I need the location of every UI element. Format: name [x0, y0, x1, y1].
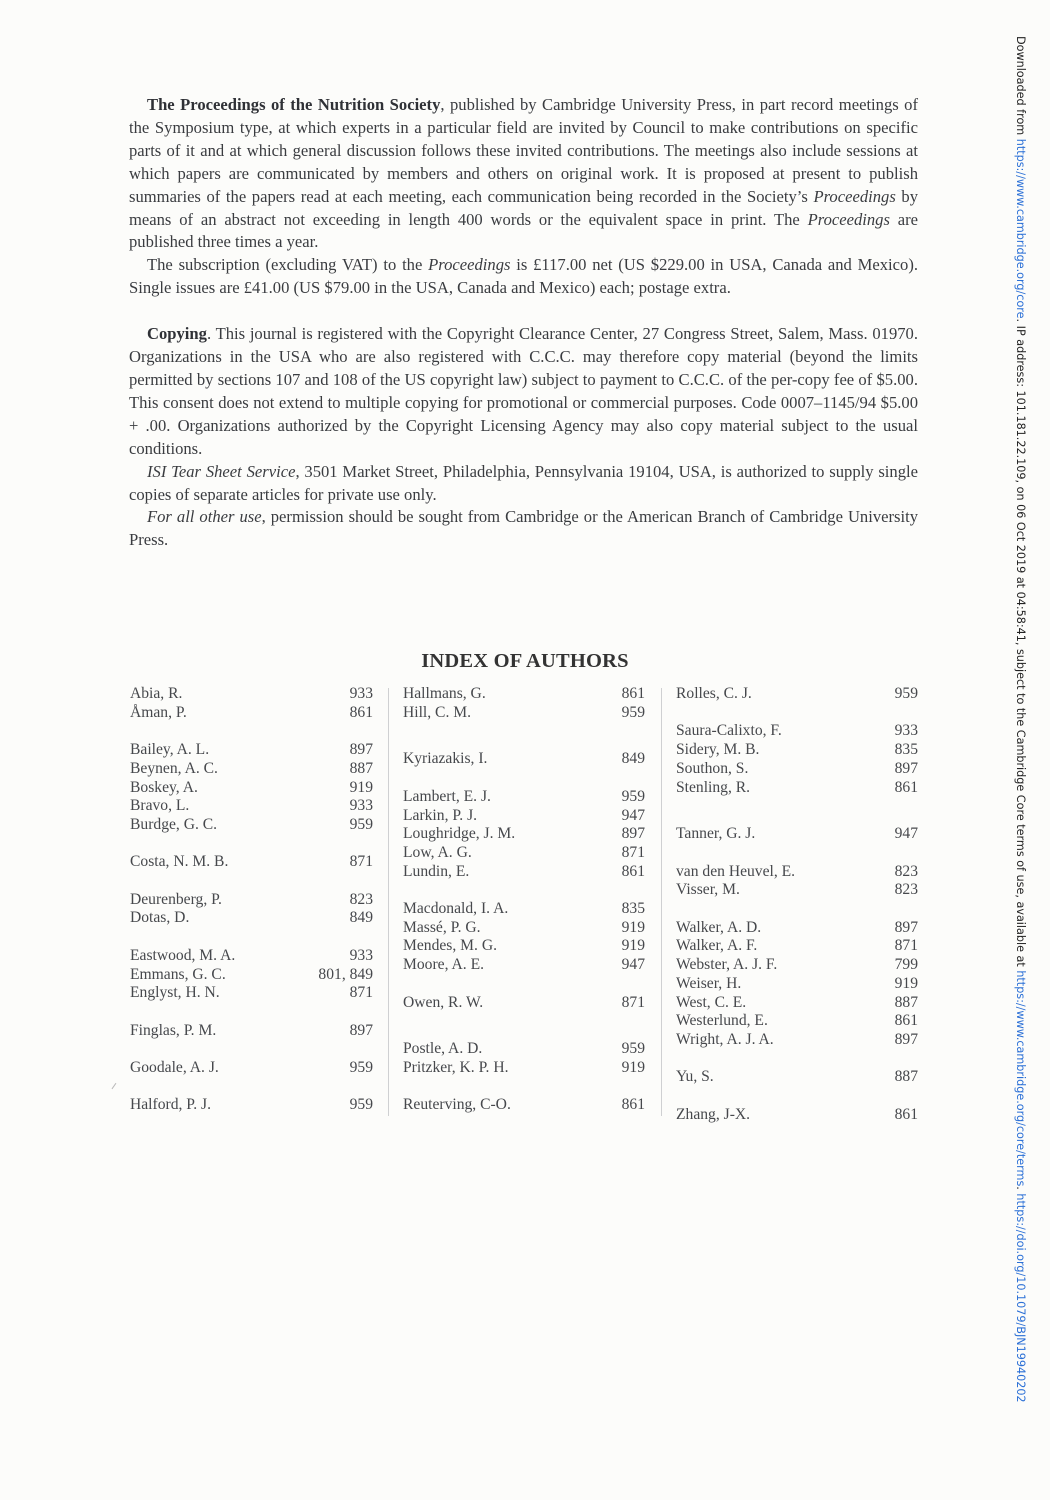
- author-name: Halford, P. J.: [130, 1096, 211, 1114]
- author-name: Beynen, A. C.: [130, 759, 218, 777]
- index-entry: [676, 1030, 918, 1049]
- index-entry: [676, 778, 918, 797]
- paragraph-about: [129, 94, 918, 254]
- index-entry: [676, 1011, 918, 1030]
- author-name: Zhang, J-X.: [676, 1105, 751, 1123]
- author-name: Webster, A. J. F.: [676, 956, 778, 974]
- index-entry: [676, 974, 918, 993]
- page-number: 897: [349, 741, 373, 759]
- index-entry: [130, 778, 373, 797]
- page-number: 861: [349, 703, 373, 721]
- index-entry: [130, 796, 373, 815]
- page-number: 897: [621, 825, 645, 843]
- index-entry: [676, 740, 918, 759]
- page-number: 871: [349, 984, 373, 1002]
- page-number: 959: [349, 815, 373, 833]
- page-number: 947: [894, 825, 918, 843]
- download-notice-middle: . IP address: 101.181.22.109, on 06 Oct 2019 at 04:58:41, subject to the Cambridge Core terms of use, available at: [1014, 318, 1027, 971]
- author-name: Mendes, M. G.: [403, 937, 497, 955]
- page-number: 959: [894, 685, 918, 702]
- index-entry: [130, 684, 373, 703]
- subscription-text-b: is £117.00 net (US $229.00 in USA, Canada and Mexico). Single issues are £41.00 (US $79.00 in the USA, Canada and Mexico) each; postage extra.: [129, 255, 918, 298]
- author-name: Walker, A. F.: [676, 937, 758, 955]
- author-name: Massé, P. G.: [403, 918, 481, 936]
- page-number: 799: [894, 956, 918, 974]
- page-number: 919: [621, 1059, 645, 1076]
- author-name: Tanner, G. J.: [676, 825, 756, 843]
- download-notice-prefix: Downloaded from: [1014, 36, 1027, 139]
- paragraph-about-text-b: by means of an abstract not exceeding in length 400 words or the equivalent space in print. The: [129, 186, 918, 229]
- author-name: van den Heuvel, E.: [676, 862, 796, 880]
- download-notice: [1005, 36, 1035, 1476]
- author-name: Hallmans, G.: [403, 685, 486, 702]
- author-name: Kyriazakis, I.: [403, 750, 488, 768]
- index-entry: [403, 936, 645, 955]
- author-name: Burdge, G. C.: [130, 815, 218, 833]
- page-number: 801, 849: [318, 965, 373, 983]
- page-number: 919: [349, 778, 373, 796]
- author-name: Hill, C. M.: [403, 703, 472, 721]
- index-entry: [130, 740, 373, 759]
- index-entry: [676, 684, 918, 703]
- page-number: 919: [621, 937, 645, 955]
- page-number: 861: [621, 685, 645, 702]
- index-entry: [676, 918, 918, 937]
- index-entry: [676, 862, 918, 881]
- page-number: 871: [349, 853, 373, 871]
- page-number: 871: [621, 843, 645, 861]
- page-number: 897: [349, 1021, 373, 1039]
- index-entry: [403, 955, 645, 974]
- page-number: 823: [349, 890, 373, 908]
- page-number: 919: [621, 918, 645, 936]
- isi-service-name: ISI Tear Sheet Service: [147, 461, 296, 481]
- index-entry: [130, 965, 373, 984]
- page-number: 835: [894, 741, 918, 759]
- author-name: Sidery, M. B.: [676, 741, 760, 759]
- index-entry: [676, 721, 918, 740]
- page-number: 947: [621, 806, 645, 824]
- author-name: Southon, S.: [676, 759, 749, 777]
- core-link[interactable]: https://www.cambridge.org/core: [1014, 138, 1027, 319]
- author-name: Moore, A. E.: [403, 956, 484, 974]
- page-number: 959: [349, 1096, 373, 1114]
- index-entry: [130, 1058, 373, 1077]
- index-entry: [403, 1039, 645, 1058]
- index-entry: [676, 1067, 918, 1086]
- author-name: Owen, R. W.: [403, 993, 484, 1011]
- author-name: Visser, M.: [676, 881, 740, 899]
- page-number: 933: [349, 946, 373, 964]
- proceedings-italic: Proceedings: [813, 186, 896, 206]
- author-name: Macdonald, I. A.: [403, 900, 509, 918]
- author-name: Emmans, G. C.: [130, 965, 226, 983]
- index-entry: [676, 824, 918, 843]
- index-entry: [403, 993, 645, 1012]
- paragraph-subscription: [129, 254, 918, 300]
- page-number: 897: [894, 1030, 918, 1048]
- author-name: Boskey, A.: [130, 778, 198, 796]
- paragraph-copying: [129, 323, 918, 460]
- author-name: Englyst, H. N.: [130, 984, 220, 1002]
- page-number: 861: [894, 1012, 918, 1030]
- author-name: Reuterving, C-O.: [403, 1096, 511, 1114]
- page-number: 861: [894, 778, 918, 796]
- author-name: Postle, A. D.: [403, 1040, 483, 1058]
- index-entry: [130, 983, 373, 1002]
- author-name: Saura-Calixto, F.: [676, 722, 782, 740]
- other-use-text: , permission should be sought from Cambridge or the American Branch of Cambridge University Press.: [129, 507, 919, 550]
- index-entry: [676, 993, 918, 1012]
- page-number: 933: [894, 722, 918, 740]
- author-name: Lambert, E. J.: [403, 787, 491, 805]
- page-number: 887: [894, 1068, 918, 1086]
- author-name: Bravo, L.: [130, 797, 190, 815]
- index-entry: [130, 908, 373, 927]
- paragraph-about-text-a: , published by Cambridge University Press, in part record meetings of the Symposium type, at which experts in a particular field are invited by Council to make contributions on specific parts of it and at which general discussion follows these invited contributions. The meetings also include sessions at which papers are communicated by members and others on original work. It is proposed at present to publish summaries of the papers read at each meeting, each communication being recorded in the Society’s: [129, 95, 918, 206]
- page-number: 959: [621, 703, 645, 721]
- index-entry: [403, 843, 645, 862]
- index-entry: [403, 749, 645, 768]
- author-name: Lundin, E.: [403, 862, 470, 880]
- column-divider: [388, 688, 389, 1116]
- page-number: 897: [894, 759, 918, 777]
- index-title: INDEX OF AUTHORS: [421, 650, 629, 672]
- author-name: West, C. E.: [676, 993, 747, 1011]
- page-number: 861: [894, 1105, 918, 1123]
- author-name: Goodale, A. J.: [130, 1059, 219, 1076]
- page-number: 861: [621, 1096, 645, 1114]
- author-name: Weiser, H.: [676, 974, 742, 992]
- author-name: Åman, P.: [130, 703, 187, 721]
- author-name: Westerlund, E.: [676, 1012, 768, 1030]
- index-entry: [676, 759, 918, 778]
- page-number: 933: [349, 685, 373, 702]
- journal-name: The Proceedings of the Nutrition Society: [147, 95, 441, 114]
- index-entry: [403, 703, 645, 722]
- index-entry: [676, 955, 918, 974]
- copying-heading: Copying: [147, 324, 207, 344]
- author-name: Stenling, R.: [676, 778, 751, 796]
- page-number: 823: [894, 862, 918, 880]
- page-number: 823: [894, 881, 918, 899]
- page-number: 871: [621, 993, 645, 1011]
- author-name: Rolles, C. J.: [676, 685, 752, 702]
- author-name: Wright, A. J. A.: [676, 1030, 774, 1048]
- index-entry: [403, 787, 645, 806]
- author-name: Eastwood, M. A.: [130, 946, 236, 964]
- page-number: 959: [349, 1059, 373, 1076]
- author-name: Costa, N. M. B.: [130, 853, 229, 871]
- download-notice-sep: .: [1014, 1186, 1027, 1194]
- index-entry: [130, 852, 373, 871]
- index-entry: [130, 1021, 373, 1040]
- page-number: 887: [894, 993, 918, 1011]
- page-number: 835: [621, 900, 645, 918]
- index-entry: [403, 824, 645, 843]
- author-name: Bailey, A. L.: [130, 741, 210, 759]
- paragraph-gap: [129, 300, 918, 323]
- index-entry: [130, 890, 373, 909]
- page-number: 959: [621, 1040, 645, 1058]
- author-name: Deurenberg, P.: [130, 890, 222, 908]
- author-name: Loughridge, J. M.: [403, 825, 516, 843]
- author-name: Dotas, D.: [130, 909, 190, 927]
- copying-text: . This journal is registered with the Copyright Clearance Center, 27 Congress Street, Salem, Mass. 01970. Organizations in the USA who are also registered with C.C.C. may therefore copy material (beyond the limits permitted by sections 107 and 108 of the US copyright law) subject to payment to C.C.C. of the per-copy fee of $5.00. This consent does not extend to multiple copying for promotional or commercial purposes. Code 0007–1145/94 $5.00 + .00. Organizations authorized by the Copyright Licensing Agency may also copy material subject to the usual conditions.: [129, 324, 918, 458]
- author-name: Pritzker, K. P. H.: [403, 1059, 509, 1076]
- index-entry: [403, 684, 645, 703]
- author-name: Yu, S.: [676, 1068, 714, 1086]
- paragraph-about-text-c: are published three times a year.: [129, 209, 919, 252]
- index-entry: [676, 880, 918, 899]
- page-number: 947: [621, 956, 645, 974]
- page-number: 959: [621, 787, 645, 805]
- page-number: 849: [621, 750, 645, 768]
- index-entry: [403, 899, 645, 918]
- page-number: 933: [349, 797, 373, 815]
- index-entry: [130, 815, 373, 834]
- index-entry: [676, 936, 918, 955]
- index-entry: [403, 1058, 645, 1077]
- proceedings-italic: Proceedings: [428, 255, 511, 275]
- page-number: 887: [349, 759, 373, 777]
- index-entry: [130, 703, 373, 722]
- other-use-heading: For all other use: [147, 507, 262, 527]
- author-name: Finglas, P. M.: [130, 1021, 217, 1039]
- index-entry: [403, 918, 645, 937]
- isi-text: , 3501 Market Street, Philadelphia, Pennsylvania 19104, USA, is authorized to supply single copies of separate articles for private use only.: [129, 461, 918, 504]
- proceedings-italic: Proceedings: [807, 209, 890, 229]
- terms-link[interactable]: https://www.cambridge.org/core/terms: [1014, 970, 1027, 1187]
- doi-link[interactable]: https://doi.org/10.1079/BJN19940202: [1014, 1193, 1027, 1403]
- author-name: Low, A. G.: [403, 843, 472, 861]
- index-entry: [130, 759, 373, 778]
- page-number: 871: [894, 937, 918, 955]
- subscription-text-a: The subscription (excluding VAT) to the: [147, 255, 429, 275]
- index-entry: [403, 806, 645, 825]
- paragraph-isi: [129, 461, 918, 507]
- index-entry: [403, 1095, 645, 1114]
- index-entry: [403, 862, 645, 881]
- page-number: 897: [894, 918, 918, 936]
- print-mark: [112, 1083, 121, 1092]
- author-name: Abia, R.: [130, 685, 183, 702]
- page-number: 919: [894, 974, 918, 992]
- paragraph-other-use: [129, 506, 918, 552]
- journal-information: [129, 94, 918, 552]
- page-number: 861: [621, 862, 645, 880]
- index-entry: [130, 946, 373, 965]
- index-entry: [130, 1095, 373, 1114]
- author-name: Larkin, P. J.: [403, 806, 478, 824]
- page-number: 849: [349, 909, 373, 927]
- author-name: Walker, A. D.: [676, 918, 762, 936]
- column-divider: [661, 688, 662, 1116]
- index-entry: [676, 1105, 918, 1124]
